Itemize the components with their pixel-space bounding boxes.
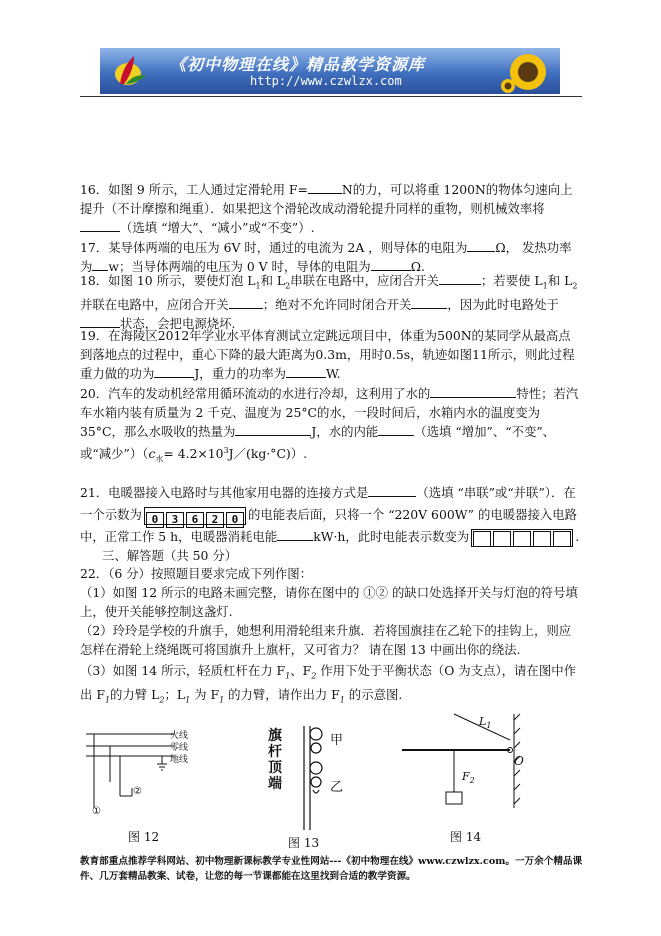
pole-char: 顶 [268,760,282,776]
q21-text-b: （选填 “串联”或“并联”）．在一个示数为 [80,485,576,522]
f2-sub: 2 [469,776,475,786]
f2-letter: F [462,770,470,783]
q18-sub-3: 1 [542,281,548,291]
answer-digit[interactable] [533,531,551,547]
q17-text-a: 17．某导体两端的电压为 6V 时，通过的电流为 2A ，则导体的电阻为 [80,240,468,255]
q21-text-d: kW·h，此时电能表示数变为 [313,529,470,544]
q18-text-g: 状态，会把电源烧坏. [120,316,236,332]
q16-blank-1[interactable] [308,181,342,194]
q19-blank-2[interactable] [286,365,326,378]
pole-char: 端 [268,776,282,792]
question-16 [80,180,582,237]
q20-blank-2[interactable] [235,423,311,436]
q18-sub-2: 2 [285,281,291,291]
q22-heading: 22．（6 分）按照题目要求完成下列作图： [80,566,313,581]
force-f2-label [462,770,475,785]
meter-digit: 0 [226,512,244,528]
sunflower-icon [498,50,554,94]
q20-c-symbol: c [148,446,156,462]
l1-sub: 1 [486,721,492,731]
flagpole-top-label [268,728,284,792]
q17-blank-2[interactable] [92,258,108,271]
q22-p3-sub: 1 [339,695,345,705]
q17-text-b: Ω， 发热功率为 [80,240,572,274]
fulcrum-o-label: O [514,754,524,768]
q17-text-d: Ω. [410,259,425,274]
pole-char: 杆 [268,744,282,760]
l1-letter: L [479,715,487,728]
question-18 [80,271,582,333]
energy-meter-display [144,507,246,525]
q22-p3-text: ；L [164,687,186,703]
q18-text-e: ；绝对不允许同时闭合开关 [262,297,412,313]
q16-text-a: 16．如图 9 所示，工人通过定滑轮用 F= [80,182,308,197]
pulley-jia-label: 甲 [330,733,344,748]
q20-text-g: = 4.2×10 [163,446,224,462]
q19-blank-1[interactable] [154,365,194,378]
energy-meter-answer[interactable] [471,529,573,547]
q22-p3-text: 作用下处于平衡状态（O 为支点），请在图中作出 F [80,663,576,703]
question-20 [80,384,582,469]
question-21 [80,482,582,548]
q21-text-c: 的电能表后面，只将一个 “220V 600W” 的电暖器接入电路中，正常工作 5 h，电暖器消耗电能 [80,507,578,544]
banner-url[interactable]: http://www.czwlzx.com [250,74,402,88]
q18-text-d: 并联在电路中，应闭合开关 [80,297,229,313]
meter-digit: 0 [146,512,164,528]
q22-p3-text: 、F [290,663,312,678]
q20-sup-3: 3 [223,446,229,455]
q18-blank-1[interactable] [439,272,481,285]
q18-text-f: ，因为此时电路处于 [447,297,559,313]
q20-sub-water: 水 [155,454,164,464]
pulley-yi-label: 乙 [330,780,344,795]
answer-digit[interactable] [473,531,491,547]
q17-blank-1[interactable] [467,239,495,252]
answer-digit[interactable] [513,531,531,547]
q20-text-c: J，水的内能 [311,424,379,439]
q22-p3-text: 的力臂，请作出力 F [224,687,340,703]
q18-text-a2: 和 L [260,273,286,288]
q22-p3-text: 的示意图. [344,687,403,703]
q16-text-c: （选填 “增大”、“减小”或“不变”）. [120,220,315,235]
q20-blank-1[interactable] [430,385,516,398]
q19-text-a: 19．在海陵区2012年学业水平体育测试立定跳远项目中，体重为500N的某同学从最高点到落地点的过程中，重心下降的最大距离为0.3m，用时0.5s，轨迹如图11所示，则此过程重力做的功为 [80,328,575,381]
q22-p3-text: 的力臂 L [110,687,160,703]
q18-blank-2[interactable] [229,296,263,309]
q19-text-c: W. [326,366,341,381]
q22-p3-text: 为 F [190,687,220,703]
answer-digit[interactable] [493,531,511,547]
q16-blank-2[interactable] [80,219,120,232]
gap-1-marker: ① [92,806,101,817]
figure-14-caption: 图 14 [450,830,482,844]
q19-text-b: J，重力的功率为 [194,366,287,381]
q22-p3-sub: 2 [311,671,317,681]
q18-text-c: ；若要使 L [480,273,543,288]
figure-14-lever [398,710,528,810]
q18-sub-1: 1 [255,281,261,291]
q22-p3-sub: 1 [285,671,291,681]
q18-text-b: 串联在电路中，应闭合开关 [290,273,439,288]
pole-char: 旗 [268,728,282,744]
q22-part-1: （1）如图 12 所示的电路未画完整，请你在图中的 ①② 的缺口处选择开关与灯泡的符号填上，使开关能够控制这盏灯. [80,585,578,619]
header-rule [80,96,582,97]
q22-part-2: （2）玲玲是学校的升旗手，她想利用滑轮组来升旗．若将国旗挂在乙轮下的挂钩上，则应怎样在滑轮上绕绳既可将国旗升上旗杆，又可省力？ 请在图 13 中画出你的绕法. [80,623,572,657]
answer-digit[interactable] [553,531,571,547]
q17-text-c: w；当导体两端的电压为 0 V 时，导体的电阻为 [108,259,371,274]
q22-p3-text: （3）如图 14 所示，轻质杠杆在力 F [80,663,286,678]
header-banner [100,48,560,94]
ground-wire-label: 地线 [170,755,189,765]
q20-blank-3[interactable] [378,423,414,436]
q21-blank-2[interactable] [277,528,313,541]
q21-text-e: . [575,529,580,544]
lever-arm-l1-label [479,715,491,730]
q22-part-3 [80,661,582,710]
meter-digit: 6 [186,512,204,528]
q20-text-i: J／(kg·°C)）. [228,446,308,462]
q22-p3-sub: 1 [104,695,111,705]
meter-digit: 2 [206,512,224,528]
q20-text-d: （选填 “增加”、“不变”、或“减少”）（ [80,424,556,462]
q17-blank-3[interactable] [371,258,411,271]
q22-p3-sub: 1 [219,695,225,705]
q22-p3-sub: 1 [185,695,191,705]
q20-text-a: 20．汽车的发动机经常用循环流动的水进行冷却，这利用了水的 [80,386,431,401]
q21-text-a: 21．电暖器接入电路时与其他家用电器的连接方式是 [80,485,369,500]
neutral-wire-label: 零线 [170,743,189,753]
q21-blank-1[interactable] [368,484,416,497]
figure-12-circuit [82,722,212,822]
meter-digit: 3 [166,512,184,528]
gap-2-marker: ② [133,786,142,797]
fire-wire-label: 火线 [170,731,189,741]
q16-text-b: N的力，可以将重 1200N的物体匀速向上提升（不计摩擦和绳重）．如果把这个滑轮改成动滑轮提升同样的重物，则机械效率将 [80,182,573,216]
q18-text-c2: 和 L [547,273,573,288]
page-footer: 教育部重点推荐学科网站、初中物理新课标教学专业性网站---《初中物理在线》www.czwlzx.com。一万余个精品课件、几万套精品教案、试卷，让您的每一节课都能在这里找到合适的教学资源。 [80,856,583,882]
site-logo-icon [112,54,148,90]
q18-text-a: 18．如图 10 所示，要使灯泡 L [80,273,256,288]
q22-p3-sub: 2 [159,695,165,705]
section-3-heading: 三、解答题（共 50 分） [102,548,238,563]
figure-12-caption: 图 12 [128,830,160,844]
question-19 [80,326,582,383]
q18-blank-3[interactable] [411,296,447,309]
banner-title: 《初中物理在线》精品教学资源库 [170,55,426,74]
q20-text-b: 特性；若汽车水箱内装有质量为 2 千克、温度为 25°C的水，一段时间后，水箱内水的温度变为 35°C，那么水吸收的热量为 [80,386,579,439]
figure-13-caption: 图 13 [288,836,320,850]
q18-sub-4: 2 [572,281,578,291]
